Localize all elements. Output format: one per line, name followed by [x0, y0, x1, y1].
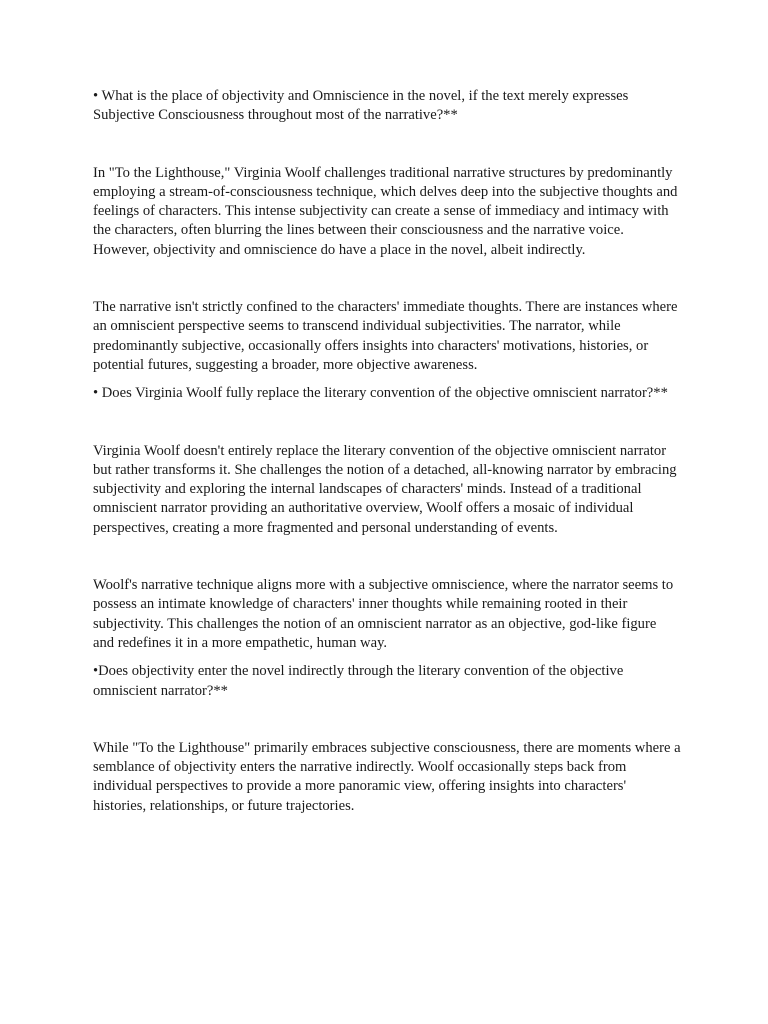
answer-paragraph-1: In "To the Lighthouse," Virginia Woolf challenges traditional narrative structures by predominantly employing a stream-of-consciousness technique, which delves deep into the subjective thoughts and feelings of characters. This intense subjectivity can create a sense of immediacy and intimacy with the characters, often blurring the lines between their consciousness and the narrative voice. However, objectivity and omniscience do have a place in the novel, albeit indirectly. [93, 164, 678, 258]
answer-paragraph-4: Woolf's narrative technique aligns more with a subjective omniscience, where the narrator seems to possess an intimate knowledge of characters' inner thoughts while remaining rooted in their subjectivity. This challenges the notion of an omniscient narrator as an objective, god-like figure and redefines it in a more empathetic, human way. [93, 577, 674, 651]
question-paragraph-2: • Does Virginia Woolf fully replace the literary convention of the objective omniscient narrator?** [93, 385, 668, 402]
answer-paragraph-5: While "To the Lighthouse" primarily embraces subjective consciousness, there are moments where a semblance of objectivity enters the narrative indirectly. Woolf occasionally steps back from individual perspectives to provide a more panoramic view, offering insights into characters' histories, relationships, or future trajectories. [93, 739, 681, 814]
answer-paragraph-2: The narrative isn't strictly confined to the characters' immediate thoughts. There are instances where an omniscient perspective seems to transcend individual subjectivities. The narrator, while predominantly subjective, occasionally offers insights into characters' motivations, histories, or potential futures, suggesting a broader, more objective awareness. [93, 299, 678, 373]
question-paragraph-1: • What is the place of objectivity and Omniscience in the novel, if the text merely expresses Subjective Consciousness throughout most of the narrative?** [93, 88, 629, 124]
document-body [93, 87, 681, 854]
question-paragraph-3: •Does objectivity enter the novel indirectly through the literary convention of the objective omniscient narrator?** [93, 663, 624, 699]
answer-paragraph-3: Virginia Woolf doesn't entirely replace the literary convention of the objective omniscient narrator but rather transforms it. She challenges the notion of a detached, all-knowing narrator by embracing subjectivity and exploring the internal landscapes of characters' minds. Instead of a traditional omniscient narrator providing an authoritative overview, Woolf offers a mosaic of individual perspectives, creating a more fragmented and personal understanding of events. [93, 442, 677, 536]
